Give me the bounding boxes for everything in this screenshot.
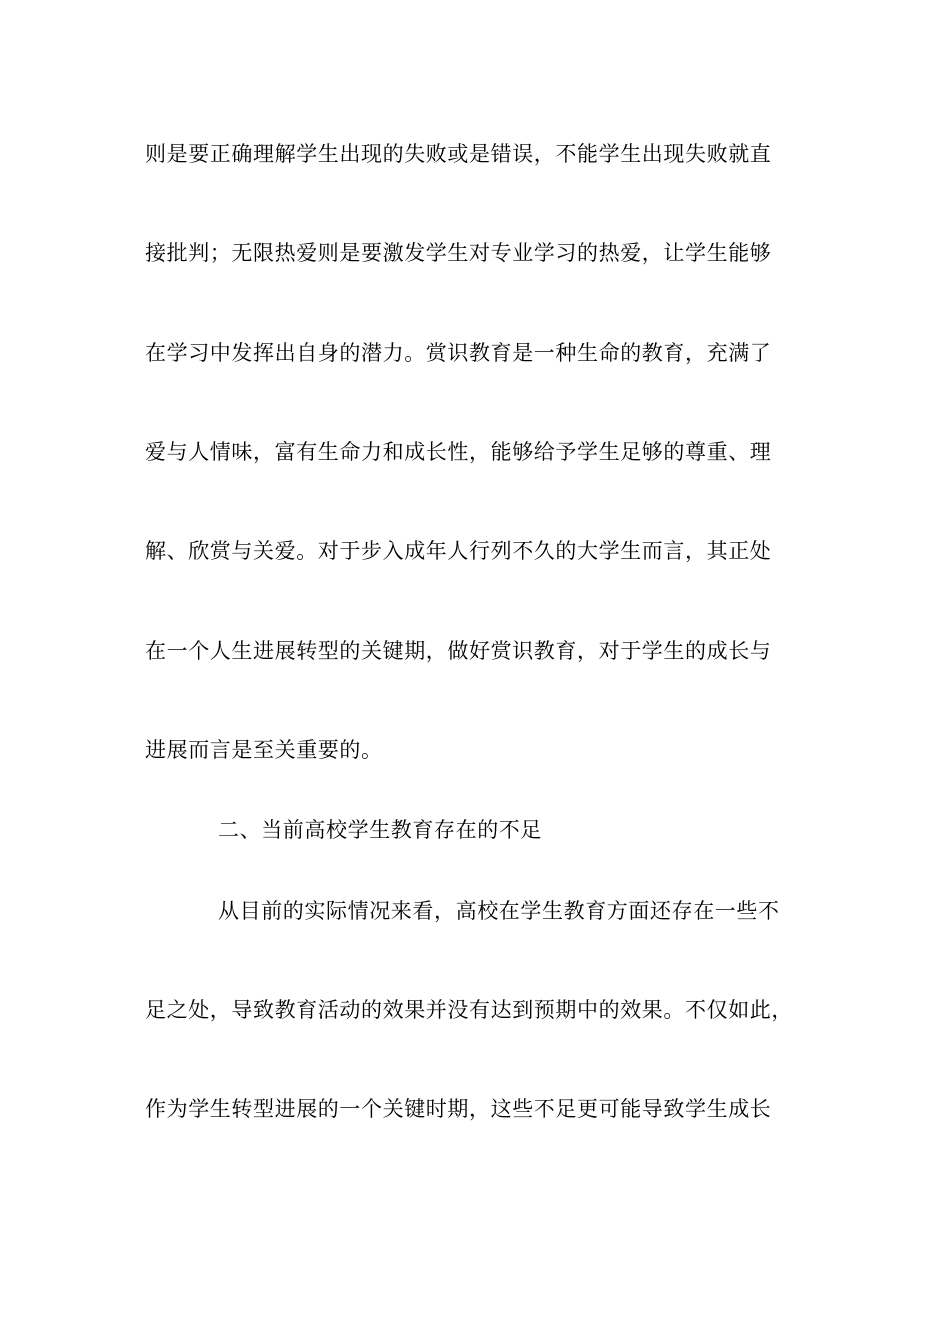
paragraph-line: 则是要正确理解学生出现的失败或是错误，不能学生出现失败就直: [145, 142, 772, 166]
paragraph-line: 爱与人情味，富有生命力和成长性，能够给予学生足够的尊重、理: [145, 440, 772, 464]
paragraph-line: 进展而言是至关重要的。: [145, 738, 383, 762]
paragraph-line: 接批判；无限热爱则是要激发学生对专业学习的热爱，让学生能够: [145, 241, 772, 265]
paragraph-line: 作为学生转型进展的一个关键时期，这些不足更可能导致学生成长: [145, 1097, 772, 1121]
paragraph-line: 解、欣赏与关爱。对于步入成年人行列不久的大学生而言，其正处: [145, 539, 772, 563]
paragraph-line: 足之处，导致教育活动的效果并没有达到预期中的效果。不仅如此，: [145, 998, 793, 1022]
paragraph-line: 在学习中发挥出自身的潜力。赏识教育是一种生命的教育，充满了: [145, 341, 772, 365]
paragraph-line: 从目前的实际情况来看，高校在学生教育方面还存在一些不: [218, 899, 780, 923]
section-heading: 二、当前高校学生教育存在的不足: [218, 818, 542, 842]
paragraph-line: 在一个人生进展转型的关键期，做好赏识教育，对于学生的成长与: [145, 639, 772, 663]
